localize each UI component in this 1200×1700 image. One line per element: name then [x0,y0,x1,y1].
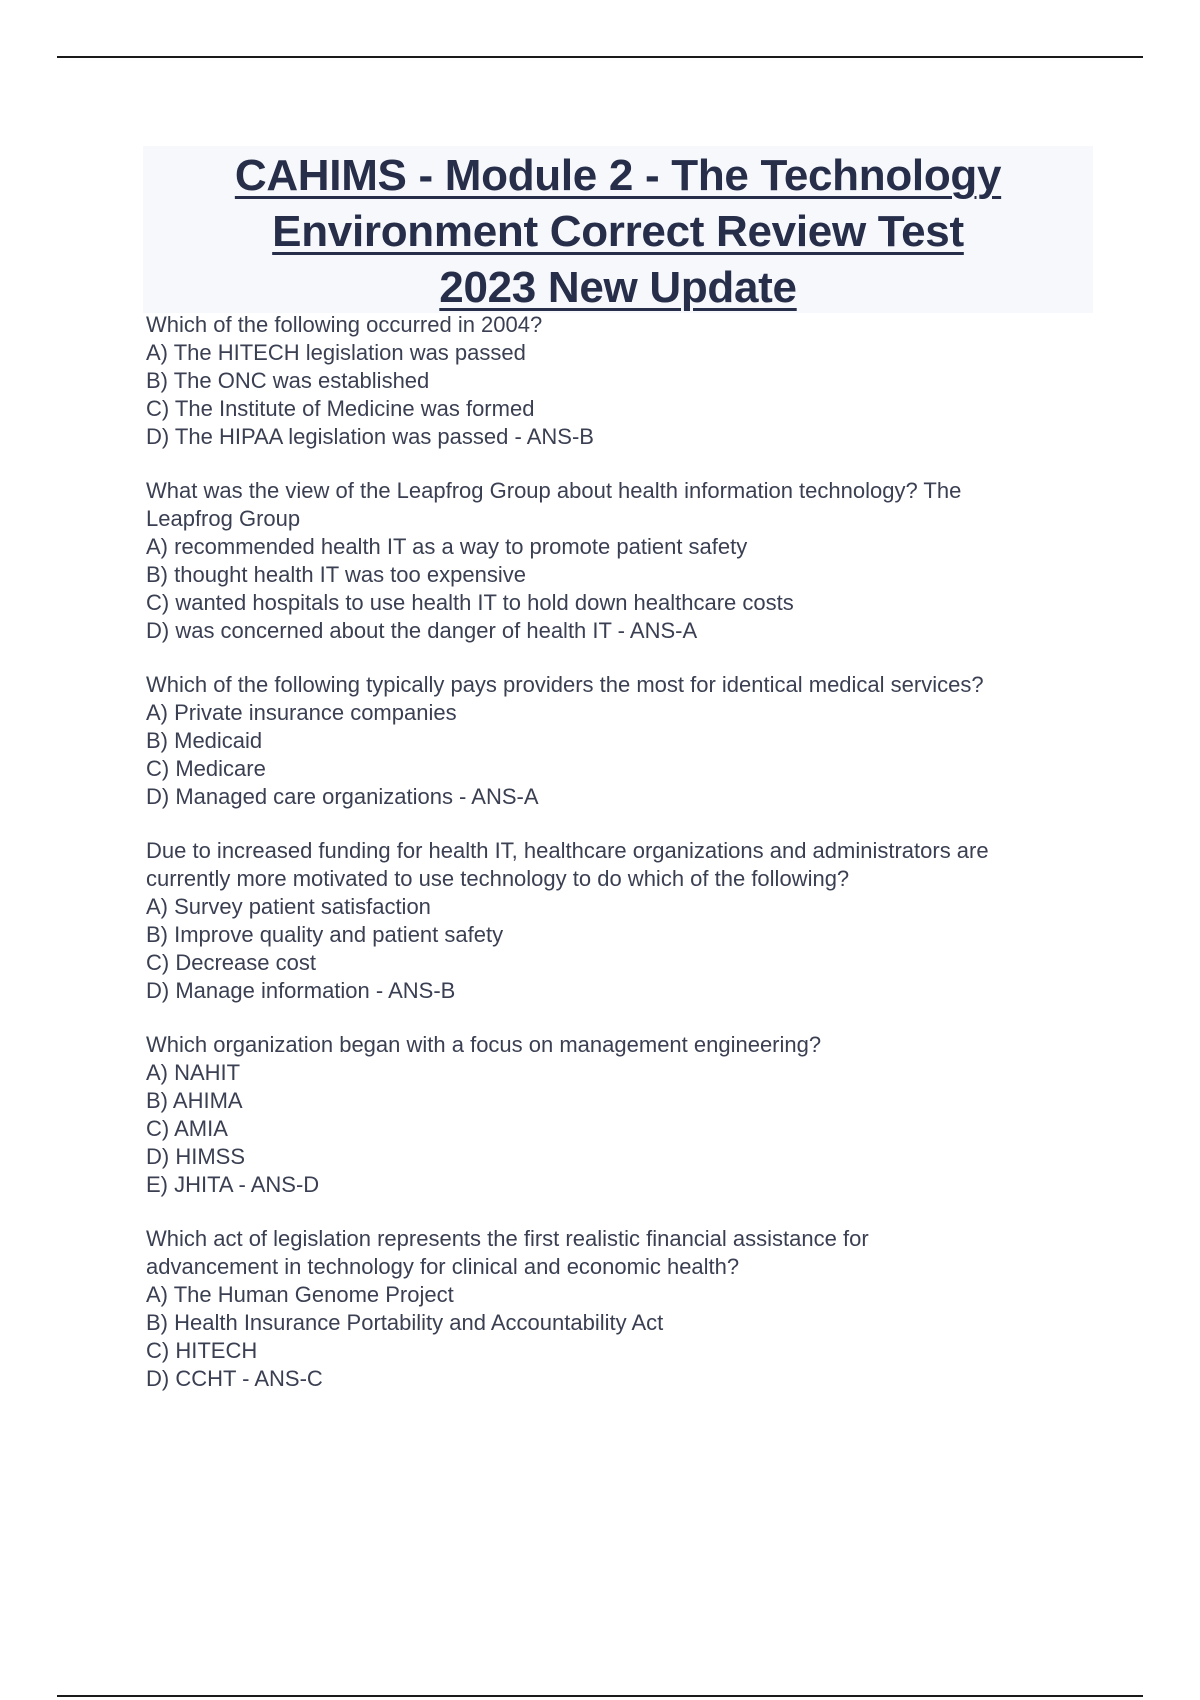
question-stem: Which of the following typically pays providers the most for identical medical services? [146,672,984,697]
question-5 [146,1031,1106,1199]
answer-option: B) Medicaid [146,728,263,753]
question-2 [146,477,1106,645]
answer-option: A) The Human Genome Project [146,1282,454,1307]
question-6 [146,1225,1106,1393]
question-stem: Due to increased funding for health IT, healthcare organizations and administrators are [146,838,989,863]
question-4 [146,837,1106,1005]
answer-option-with-key: D) The HIPAA legislation was passed - ANS-B [146,424,594,449]
title-line: Environment Correct Review Test [272,207,964,256]
question-list [146,311,1106,1419]
question-stem: currently more motivated to use technology to do which of the following? [146,866,850,891]
title-line: 2023 New Update [439,263,797,312]
answer-option-with-key: D) was concerned about the danger of health IT - ANS-A [146,618,698,643]
answer-option: C) Decrease cost [146,950,316,975]
answer-option: A) NAHIT [146,1060,241,1085]
document-title [143,146,1093,313]
title-line: CAHIMS - Module 2 - The Technology [234,151,1002,200]
answer-option: A) Private insurance companies [146,700,457,725]
answer-option-with-key: E) JHITA - ANS-D [146,1172,320,1197]
header-rule [57,56,1143,58]
answer-option-with-key: D) CCHT - ANS-C [146,1366,323,1391]
answer-option: B) Health Insurance Portability and Accountability Act [146,1310,664,1335]
question-stem: What was the view of the Leapfrog Group about health information technology? The [146,478,962,503]
answer-option: C) Medicare [146,756,266,781]
footer-rule [57,1695,1143,1697]
answer-option: A) Survey patient satisfaction [146,894,431,919]
answer-option: A) recommended health IT as a way to promote patient safety [146,534,748,559]
question-stem: Leapfrog Group [146,506,301,531]
answer-option: C) The Institute of Medicine was formed [146,396,535,421]
answer-option: C) AMIA [146,1116,228,1141]
answer-option: A) The HITECH legislation was passed [146,340,526,365]
answer-option: B) The ONC was established [146,368,430,393]
answer-option: B) thought health IT was too expensive [146,562,526,587]
answer-option: C) wanted hospitals to use health IT to hold down healthcare costs [146,590,794,615]
question-stem: Which of the following occurred in 2004? [146,312,543,337]
question-stem: Which organization began with a focus on management engineering? [146,1032,822,1057]
question-stem: Which act of legislation represents the first realistic financial assistance for [146,1226,869,1251]
question-stem: advancement in technology for clinical and economic health? [146,1254,740,1279]
answer-option-with-key: D) Managed care organizations - ANS-A [146,784,539,809]
answer-option-with-key: D) Manage information - ANS-B [146,978,456,1003]
answer-option: B) AHIMA [146,1088,243,1113]
answer-option: D) HIMSS [146,1144,245,1169]
answer-option: C) HITECH [146,1338,258,1363]
answer-option: B) Improve quality and patient safety [146,922,504,947]
question-3 [146,671,1106,811]
question-1 [146,311,1106,451]
